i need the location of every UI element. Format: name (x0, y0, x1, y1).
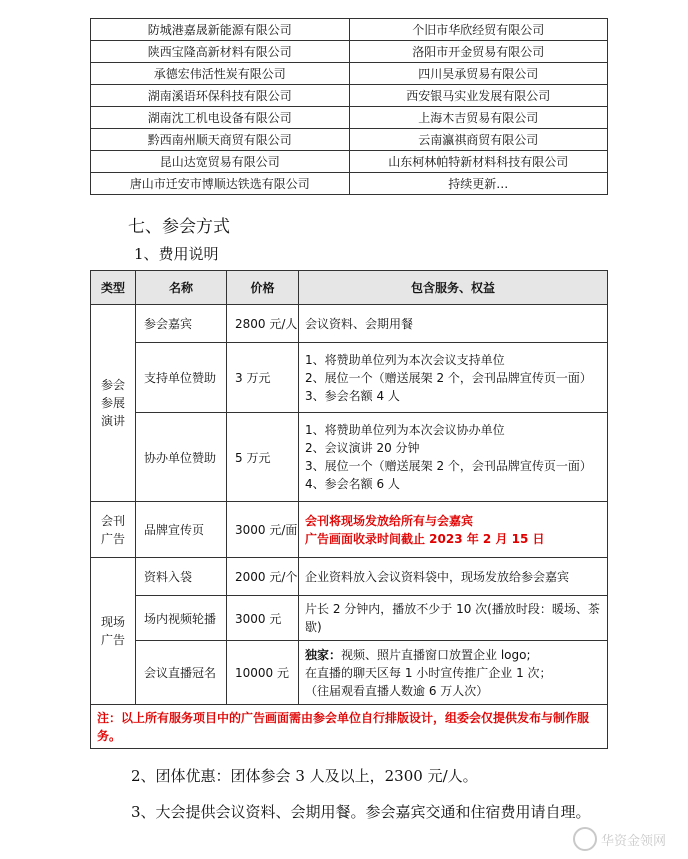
company-cell: 陕西宝隆高新材料有限公司 (91, 41, 350, 63)
subsection-title: 1、费用说明 (134, 245, 219, 263)
services-cell: 片长 2 分钟内，播放不少于 10 次(播放时段：暖场、茶歇) (299, 596, 608, 641)
watermark-text: 华资金领网 (600, 833, 666, 849)
table-row (91, 129, 608, 151)
name-cell: 协办单位赞助 (136, 413, 227, 502)
name-cell: 支持单位赞助 (136, 343, 227, 413)
table-row (91, 63, 608, 85)
price-cell: 2800 元/人 (227, 305, 299, 343)
company-cell: 湖南溪语环保科技有限公司 (91, 85, 350, 107)
table-row (91, 413, 608, 502)
type-cell: 现场广告 (91, 558, 136, 705)
header-price: 价格 (227, 271, 299, 305)
fee-table (90, 270, 608, 749)
name-cell: 参会嘉宾 (136, 305, 227, 343)
company-cell: 四川昊承贸易有限公司 (349, 63, 608, 85)
services-cell: 1、将赞助单位列为本次会议支持单位 2、展位一个（赠送展架 2 个，会刊品牌宣传页一面） 3、参会名额 4 人 (299, 343, 608, 413)
table-row (91, 19, 608, 41)
table-header-row (91, 271, 608, 305)
table-row (91, 85, 608, 107)
company-cell: 云南瀛祺商贸有限公司 (349, 129, 608, 151)
table-row (91, 596, 608, 641)
price-cell: 3000 元/面 (227, 502, 299, 558)
company-cell: 洛阳市开金贸易有限公司 (349, 41, 608, 63)
services-cell: 1、将赞助单位列为本次会议协办单位 2、会议演讲 20 分钟 3、展位一个（赠送展架 2 个，会刊品牌宣传页一面） 4、参会名额 6 人 (299, 413, 608, 502)
price-cell: 3 万元 (227, 343, 299, 413)
table-row (91, 343, 608, 413)
price-cell: 2000 元/个 (227, 558, 299, 596)
header-type: 类型 (91, 271, 136, 305)
services-cell: 会议资料、会期用餐 (299, 305, 608, 343)
company-cell: 承德宏伟活性炭有限公司 (91, 63, 350, 85)
meals-info-text: 3、大会提供会议资料、会期用餐。参会嘉宾交通和住宿费用请自理。 (131, 803, 591, 821)
table-row (91, 173, 608, 195)
type-cell: 参会参展演讲 (91, 305, 136, 502)
note-row (91, 705, 608, 749)
table-row (91, 151, 608, 173)
price-cell: 10000 元 (227, 641, 299, 705)
services-cell: 独家：视频、照片直播窗口放置企业 logo; 在直播的聊天区每 1 小时宣传推广企业 1 次； （往届观看直播人数逾 6 万人次） (299, 641, 608, 705)
section-title: 七、参会方式 (128, 217, 230, 237)
table-row (91, 641, 608, 705)
company-cell: 个旧市华欣经贸有限公司 (349, 19, 608, 41)
price-cell: 3000 元 (227, 596, 299, 641)
company-cell: 昆山达宽贸易有限公司 (91, 151, 350, 173)
header-name: 名称 (136, 271, 227, 305)
note-cell: 注：以上所有服务项目中的广告画面需由参会单位自行排版设计，组委会仅提供发布与制作服务。 (91, 705, 608, 749)
table-row (91, 305, 608, 343)
company-table (90, 18, 608, 195)
company-cell: 山东柯林帕特新材料科技有限公司 (349, 151, 608, 173)
watermark-logo-icon (573, 827, 597, 851)
company-cell: 湖南沈工机电设备有限公司 (91, 107, 350, 129)
table-row (91, 558, 608, 596)
watermark (573, 827, 666, 851)
name-cell: 场内视频轮播 (136, 596, 227, 641)
company-cell: 西安银马实业发展有限公司 (349, 85, 608, 107)
company-cell: 持续更新… (349, 173, 608, 195)
table-row (91, 107, 608, 129)
services-cell: 企业资料放入会议资料袋中，现场发放给参会嘉宾 (299, 558, 608, 596)
type-cell: 会刊广告 (91, 502, 136, 558)
services-cell: 会刊将现场发放给所有与会嘉宾 广告画面收录时间截止 2023 年 2 月 15 日 (299, 502, 608, 558)
exclusive-label: 独家： (305, 647, 342, 662)
company-cell: 唐山市迁安市博顺达铁选有限公司 (91, 173, 350, 195)
header-services: 包含服务、权益 (299, 271, 608, 305)
table-row (91, 502, 608, 558)
company-cell: 防城港嘉晟新能源有限公司 (91, 19, 350, 41)
table-row (91, 41, 608, 63)
name-cell: 品牌宣传页 (136, 502, 227, 558)
name-cell: 会议直播冠名 (136, 641, 227, 705)
group-discount-text: 2、团体优惠：团体参会 3 人及以上，2300 元/人。 (131, 767, 478, 785)
price-cell: 5 万元 (227, 413, 299, 502)
company-cell: 上海木吉贸易有限公司 (349, 107, 608, 129)
name-cell: 资料入袋 (136, 558, 227, 596)
company-cell: 黔西南州顺天商贸有限公司 (91, 129, 350, 151)
